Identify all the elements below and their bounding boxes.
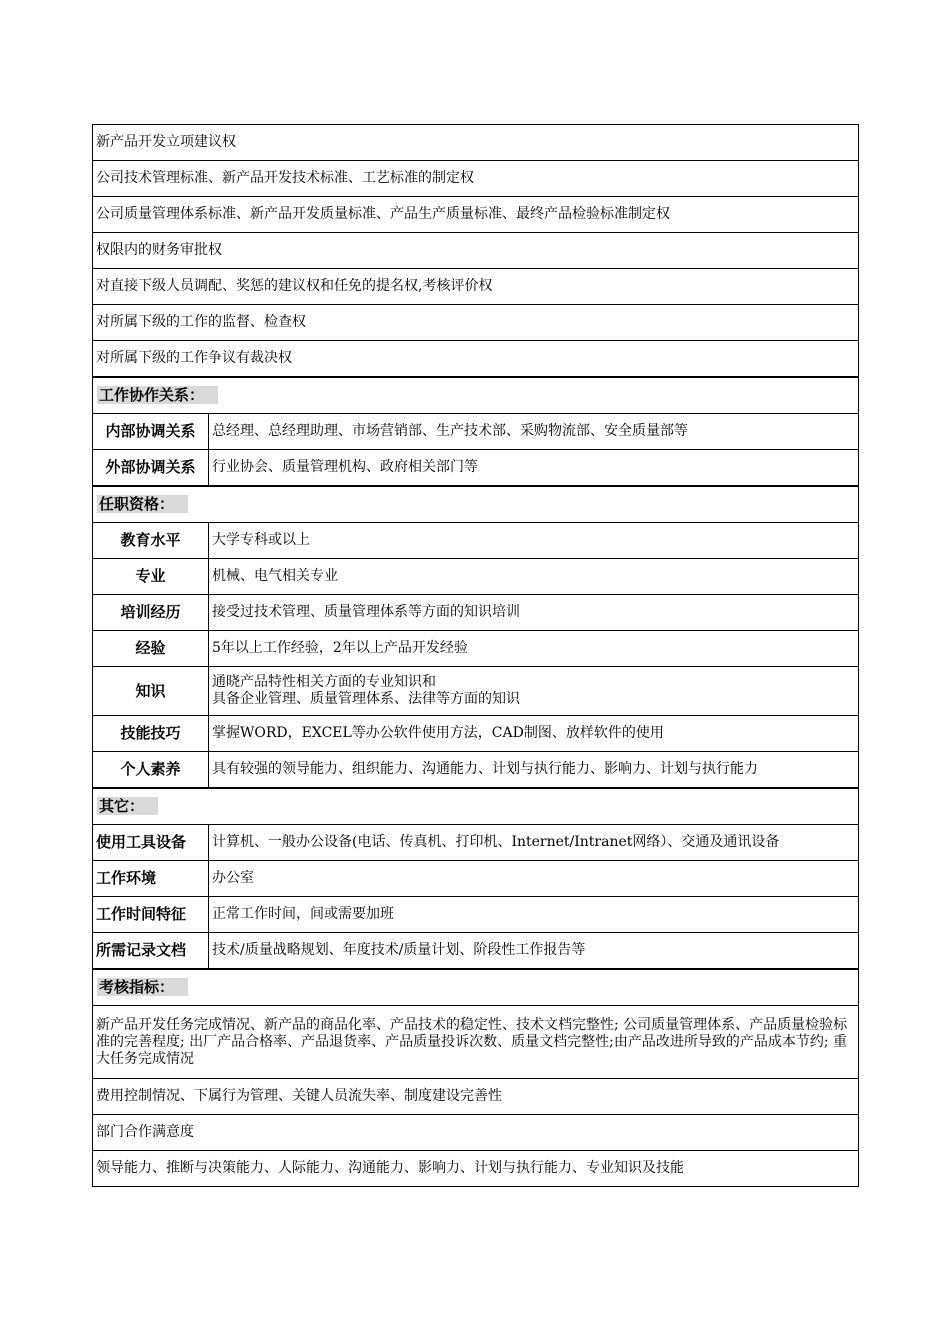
authority-item: 权限内的财务审批权: [93, 233, 859, 269]
field-value: 机械、电气相关专业: [209, 559, 859, 595]
external-coordination-row: [93, 450, 859, 487]
personal-quality-row: [93, 752, 859, 789]
kpi-row: [93, 1115, 859, 1151]
field-value: 掌握WORD，EXCEL等办公软件使用方法，CAD制图、放样软件的使用: [209, 716, 859, 752]
field-label: 专业: [93, 559, 209, 595]
authority-item: 公司质量管理体系标准、新产品开发质量标准、产品生产质量标准、最终产品检验标准制定权: [93, 197, 859, 233]
section-title: 任职资格：: [97, 495, 188, 513]
field-value: 总经理、总经理助理、市场营销部、生产技术部、采购物流部、安全质量部等: [209, 414, 859, 450]
authority-item: 公司技术管理标准、新产品开发技术标准、工艺标准的制定权: [93, 161, 859, 197]
field-label: 所需记录文档: [93, 933, 209, 970]
authority-row: [93, 197, 859, 233]
field-label: 工作环境: [93, 861, 209, 897]
environment-row: [93, 861, 859, 897]
internal-coordination-row: [93, 414, 859, 450]
field-value: 接受过技术管理、质量管理体系等方面的知识培训: [209, 595, 859, 631]
authority-row: [93, 269, 859, 305]
authority-row: [93, 161, 859, 197]
section-header-other: [93, 788, 859, 825]
field-label: 使用工具设备: [93, 825, 209, 861]
records-row: [93, 933, 859, 970]
authority-item: 对所属下级的工作的监督、检查权: [93, 305, 859, 341]
kpi-item: 领导能力、推断与决策能力、人际能力、沟通能力、影响力、计划与执行能力、专业知识及技能: [93, 1151, 859, 1187]
field-label: 培训经历: [93, 595, 209, 631]
job-description-table: [92, 124, 859, 1187]
authority-item: 对直接下级人员调配、奖惩的建议权和任免的提名权,考核评价权: [93, 269, 859, 305]
knowledge-row: [93, 667, 859, 716]
kpi-row: [93, 1006, 859, 1079]
authority-row: [93, 341, 859, 378]
field-label: 技能技巧: [93, 716, 209, 752]
field-value: 大学专科或以上: [209, 523, 859, 559]
field-value: 5年以上工作经验，2年以上产品开发经验: [209, 631, 859, 667]
field-label: 知识: [93, 667, 209, 716]
kpi-item: 新产品开发任务完成情况、新产品的商品化率、产品技术的稳定性、技术文档完整性; 公司质量管理体系、产品质量检验标准的完善程度; 出厂产品合格率、产品退货率、产品质量投诉次数、质量文档完整性;由产品改进所导致的产品成本节约; 重大任务完成情况: [93, 1006, 859, 1079]
education-row: [93, 523, 859, 559]
training-row: [93, 595, 859, 631]
field-label: 经验: [93, 631, 209, 667]
kpi-item: 费用控制情况、下属行为管理、关键人员流失率、制度建设完善性: [93, 1079, 859, 1115]
major-row: [93, 559, 859, 595]
experience-row: [93, 631, 859, 667]
kpi-item: 部门合作满意度: [93, 1115, 859, 1151]
authority-row: [93, 233, 859, 269]
section-title: 其它：: [97, 797, 158, 815]
field-value: 技术/质量战略规划、年度技术/质量计划、阶段性工作报告等: [209, 933, 859, 970]
field-value: 办公室: [209, 861, 859, 897]
field-label: 内部协调关系: [93, 414, 209, 450]
field-value: 行业协会、质量管理机构、政府相关部门等: [209, 450, 859, 487]
field-label: 教育水平: [93, 523, 209, 559]
work-time-row: [93, 897, 859, 933]
skills-row: [93, 716, 859, 752]
section-header-kpi: [93, 969, 859, 1006]
section-header-qualifications: [93, 486, 859, 523]
knowledge-line: 通晓产品特性相关方面的专业知识和: [212, 674, 436, 690]
section-title: 考核指标：: [97, 978, 188, 996]
field-label: 个人素养: [93, 752, 209, 789]
authority-item: 对所属下级的工作争议有裁决权: [93, 341, 859, 378]
field-value: 计算机、一般办公设备(电话、传真机、打印机、Internet/Intranet网络）、交通及通讯设备: [209, 825, 859, 861]
authority-row: [93, 305, 859, 341]
authority-row: [93, 125, 859, 161]
section-header-collaboration: [93, 377, 859, 414]
field-label: 外部协调关系: [93, 450, 209, 487]
field-label: 工作时间特征: [93, 897, 209, 933]
field-value: [209, 667, 859, 716]
section-title: 工作协作关系：: [97, 386, 218, 404]
knowledge-line: 具备企业管理、质量管理体系、法律等方面的知识: [212, 691, 520, 707]
kpi-row: [93, 1151, 859, 1187]
field-value: 具有较强的领导能力、组织能力、沟通能力、计划与执行能力、影响力、计划与执行能力: [209, 752, 859, 789]
kpi-row: [93, 1079, 859, 1115]
field-value: 正常工作时间，间或需要加班: [209, 897, 859, 933]
authority-item: 新产品开发立项建议权: [93, 125, 859, 161]
tools-row: [93, 825, 859, 861]
